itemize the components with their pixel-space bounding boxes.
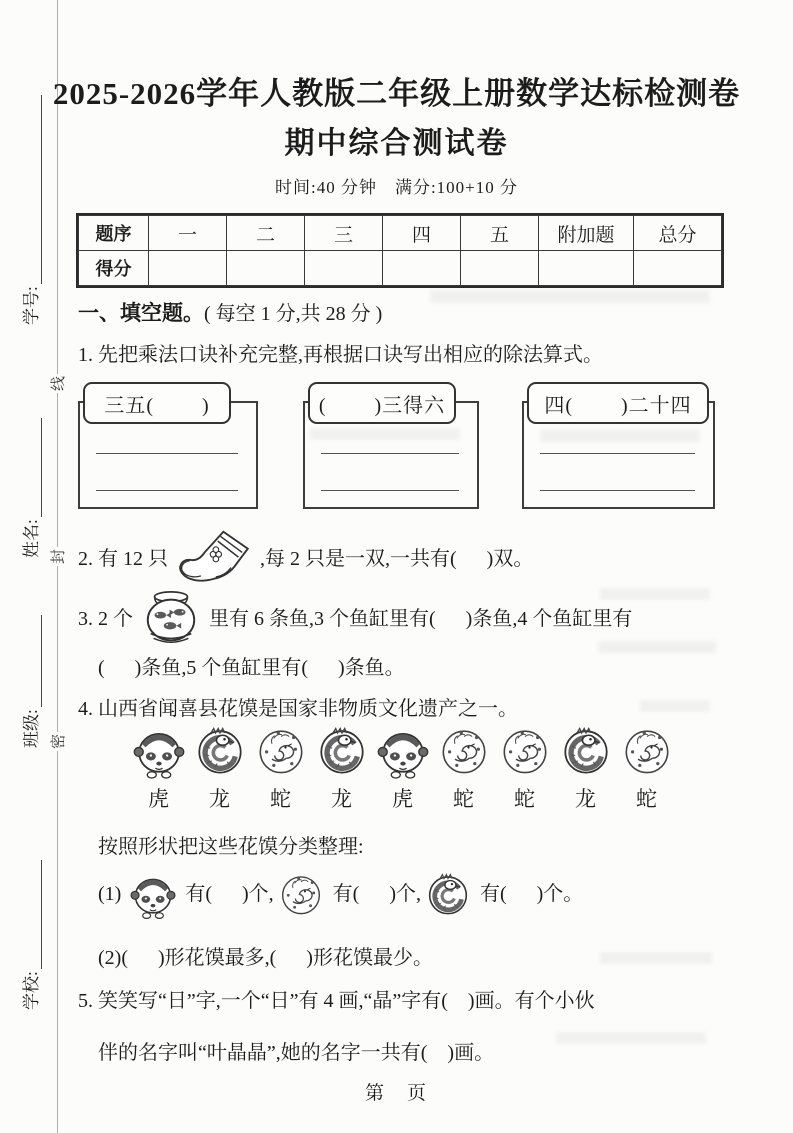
snake-bun-item: [435, 722, 492, 813]
writing-line: [96, 490, 238, 491]
score-column-total: 总分: [634, 216, 722, 251]
score-table-score-row: [79, 251, 722, 286]
seal-char-xian: 线: [46, 374, 69, 393]
score-cell-empty: [383, 251, 461, 286]
question-3-line-1: [78, 584, 632, 654]
score-cell-empty: [461, 251, 539, 286]
dragon-bun-icon: [559, 722, 613, 780]
writing-line: [540, 453, 695, 454]
snake-bun-item: [252, 722, 309, 813]
school-blank-line: [21, 860, 42, 969]
exam-subtitle: 期中综合测试卷: [284, 127, 509, 160]
bun-label: 蛇: [453, 787, 474, 811]
formula-card-2-label: ( )三得六: [308, 382, 456, 424]
bun-label: 龙: [331, 787, 352, 811]
class-label: 班级:: [22, 709, 41, 748]
bun-label: 蛇: [514, 787, 535, 811]
bun-label: 蛇: [636, 787, 657, 811]
snake-bun-icon: [277, 869, 325, 920]
score-column-1: 一: [149, 216, 227, 251]
formula-card-3-label: 四( )二十四: [527, 382, 709, 424]
score-column-4: 四: [383, 216, 461, 251]
dragon-bun-icon: [424, 869, 472, 920]
question-4-sub-2: (2)( )形花馍最多,( )形花馍最少。: [98, 947, 433, 969]
section-1-points: ( 每空 1 分,共 28 分 ): [204, 303, 383, 325]
section-1-title: 一、填空题。: [78, 302, 204, 325]
flower-bun-row: [130, 722, 675, 813]
score-column-3: 三: [305, 216, 383, 251]
exam-title: 2025-2026学年人教版二年级上册数学达标检测卷: [52, 76, 741, 111]
dragon-bun-item: [313, 722, 370, 813]
formula-card-2: [303, 382, 479, 509]
question-5-line-1: 5. 笑笑写“日”字,一个“日”有 4 画,“晶”字有( )画。有个小伙: [78, 990, 595, 1012]
score-row-label: 得分: [79, 251, 149, 286]
snake-bun-icon: [498, 722, 552, 780]
writing-line: [96, 453, 238, 454]
bun-label: 蛇: [270, 787, 291, 811]
question-4-sub-1: [98, 862, 583, 926]
score-cell-empty: [539, 251, 634, 286]
bun-label: 龙: [575, 787, 596, 811]
score-cell-empty: [149, 251, 227, 286]
bun-label: 虎: [148, 787, 169, 811]
section-1-heading: [78, 297, 382, 327]
tiger-bun-icon: [129, 869, 177, 920]
dragon-bun-icon: [193, 722, 247, 780]
sub-1-after-tiger: 有( )个,: [180, 882, 274, 905]
formula-card-1: [78, 382, 258, 509]
sub-1-after-snake: 有( )个,: [327, 882, 421, 905]
score-table: [76, 213, 724, 288]
seal-line: [57, 0, 58, 1133]
writing-line: [321, 490, 459, 491]
student-id-label: 学号:: [22, 286, 41, 325]
bleed-through-mark: [556, 1032, 706, 1044]
writing-line: [321, 453, 459, 454]
question-5-line-2: 伴的名字叫“叶晶晶”,她的名字一共有( )画。: [98, 1042, 495, 1064]
writing-line: [540, 490, 695, 491]
bun-label: 虎: [392, 787, 413, 811]
question-2-prefix: 2. 有 12 只: [78, 547, 168, 570]
dragon-bun-item: [557, 722, 614, 813]
tiger-bun-icon: [376, 722, 430, 780]
class-blank-line: [21, 615, 42, 707]
school-field: [18, 860, 42, 1010]
bleed-through-mark: [640, 700, 710, 712]
dragon-bun-icon: [315, 722, 369, 780]
footer-page-label: 第 页: [364, 1083, 428, 1104]
snake-bun-icon: [620, 722, 674, 780]
score-column-bonus: 附加题: [539, 216, 634, 251]
sub-1-prefix: (1): [98, 882, 127, 905]
seal-char-feng: 封: [46, 547, 69, 566]
seal-char-mi: 密: [46, 732, 69, 751]
sock-icon: [174, 528, 254, 590]
school-label: 学校:: [22, 971, 41, 1010]
tiger-bun-item: [374, 722, 431, 813]
student-name-label: 姓名:: [22, 519, 41, 558]
class-field: [18, 615, 42, 748]
score-table-corner-cell: 题序: [79, 216, 149, 251]
question-3-line-2: ( )条鱼,5 个鱼缸里有( )条鱼。: [98, 657, 405, 679]
student-name-blank-line: [21, 418, 42, 517]
student-id-blank-line: [21, 95, 42, 284]
sub-1-after-dragon: 有( )个。: [474, 882, 584, 905]
snake-bun-icon: [254, 722, 308, 780]
question-3-prefix: 3. 2 个: [78, 607, 133, 630]
snake-bun-item: [496, 722, 553, 813]
tiger-bun-icon: [132, 722, 186, 780]
score-cell-empty: [227, 251, 305, 286]
student-id-field: [18, 95, 42, 325]
formula-card-1-label: 三五( ): [83, 382, 231, 424]
question-2-suffix: ,每 2 只是一双,一共有( )双。: [260, 547, 534, 570]
question-4-sort-text: 按照形状把这些花馍分类整理:: [98, 836, 364, 858]
score-cell-empty: [305, 251, 383, 286]
question-4-text: 4. 山西省闻喜县花馍是国家非物质文化遗产之一。: [78, 698, 518, 720]
bleed-through-mark: [430, 290, 710, 303]
bleed-through-mark: [600, 952, 712, 964]
score-table-header-row: [79, 216, 722, 251]
bun-label: 龙: [209, 787, 230, 811]
student-name-field: [18, 418, 42, 558]
question-3-line-1-text: 里有 6 条鱼,3 个鱼缸里有( )条鱼,4 个鱼缸里有: [209, 607, 633, 630]
snake-bun-icon: [437, 722, 491, 780]
score-cell-empty: [634, 251, 722, 286]
exam-info: 时间:40 分钟 满分:100+10 分: [274, 178, 519, 197]
dragon-bun-item: [191, 722, 248, 813]
question-1-text: 1. 先把乘法口诀补充完整,再根据口诀写出相应的除法算式。: [78, 344, 603, 366]
fishbowl-icon: [139, 589, 203, 649]
tiger-bun-item: [130, 722, 187, 813]
score-column-5: 五: [461, 216, 539, 251]
snake-bun-item: [618, 722, 675, 813]
formula-card-3: [522, 382, 715, 509]
score-column-2: 二: [227, 216, 305, 251]
